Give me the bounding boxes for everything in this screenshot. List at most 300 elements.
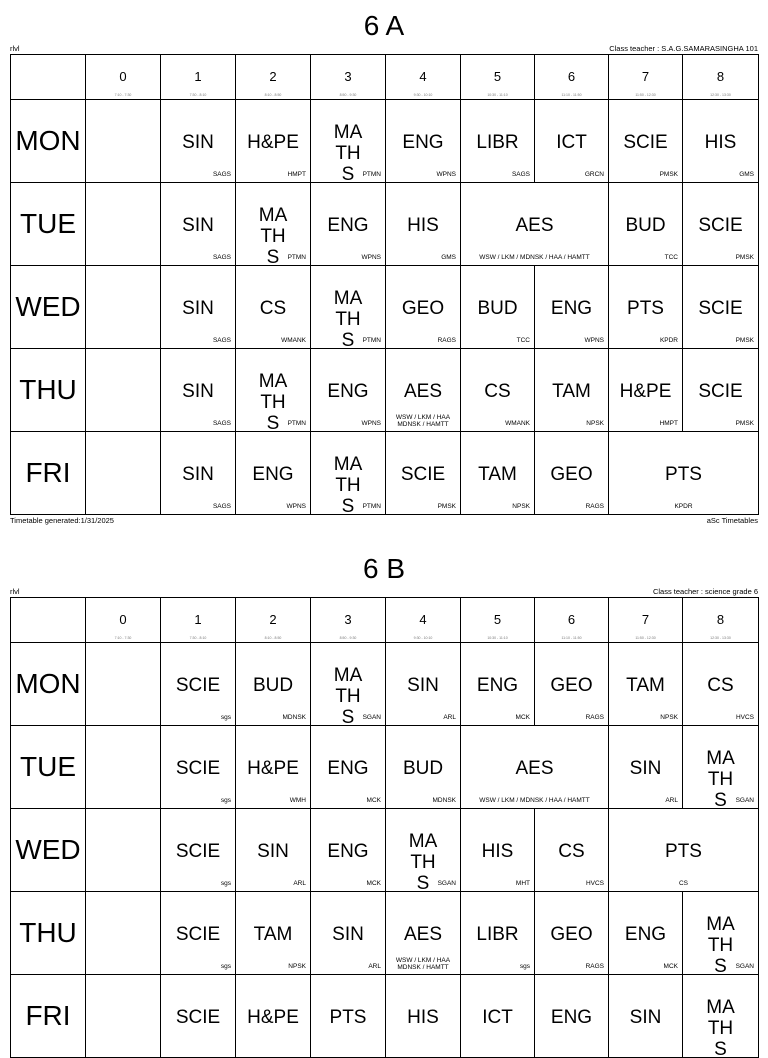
lesson-cell[interactable] <box>311 100 386 183</box>
day-cell <box>11 975 86 1058</box>
day-label: THU <box>19 374 77 405</box>
lesson-cell[interactable] <box>683 183 759 266</box>
day-row <box>11 432 759 515</box>
lesson-subject: MATHS <box>408 831 438 892</box>
lesson-subject: SIN <box>182 132 214 153</box>
day-label: MON <box>15 125 81 156</box>
day-cell <box>11 892 86 975</box>
lesson-teacher: WPNS <box>361 420 381 427</box>
lesson-cell[interactable] <box>161 892 236 975</box>
lesson-subject: MATHS <box>706 914 735 975</box>
lesson-subject: LIBR <box>476 132 519 153</box>
lesson-teacher: GMS <box>441 254 456 261</box>
lesson-cell[interactable] <box>161 432 236 515</box>
period-header-cell <box>236 55 311 100</box>
lesson-teacher: PMSK <box>735 420 754 427</box>
day-row <box>11 975 759 1058</box>
period-header-cell <box>683 598 759 643</box>
lesson-cell[interactable] <box>311 266 386 349</box>
lesson-cell[interactable] <box>609 809 759 892</box>
lesson-teacher: SGAN <box>735 797 754 804</box>
lesson-cell[interactable] <box>683 975 759 1058</box>
lesson-subject: SCIE <box>400 464 446 485</box>
lesson-subject: H&PE <box>247 132 299 153</box>
period-header-cell <box>535 55 609 100</box>
lesson-subject: HIS <box>481 841 514 862</box>
lesson-cell[interactable] <box>236 183 311 266</box>
period-number: 2 <box>269 612 277 627</box>
lesson-cell[interactable] <box>161 266 236 349</box>
lesson-subject: SIN <box>182 381 214 402</box>
lesson-cell[interactable] <box>86 100 161 183</box>
lesson-cell[interactable] <box>461 266 535 349</box>
period-time: 11:10 - 11:50 <box>561 636 582 640</box>
class-teacher: Class teacher : S.A.G.SAMARASINGHA 101 <box>609 44 758 53</box>
lesson-cell[interactable] <box>161 643 236 726</box>
lesson-teacher: NPSK <box>660 714 678 721</box>
lesson-subject: MATHS <box>706 997 735 1058</box>
day-row <box>11 100 759 183</box>
lesson-cell[interactable] <box>311 975 386 1058</box>
lesson-subject: AES <box>403 381 443 402</box>
lesson-cell[interactable] <box>386 349 461 432</box>
lesson-teacher: GRCN <box>584 171 604 178</box>
lesson-teacher: PTMN <box>362 337 381 344</box>
lesson-subject: MATHS <box>333 454 363 515</box>
lesson-teacher: NPSK <box>512 503 530 510</box>
period-header-cell <box>86 598 161 643</box>
lesson-teacher: MCK <box>515 714 530 721</box>
period-time: 8:10 - 8:50 <box>264 93 282 97</box>
lesson-teacher: SAGS <box>212 503 231 510</box>
lesson-teacher: MDNSK <box>282 714 306 721</box>
lesson-teacher: WSW / LKM / MDNSK / HAA / HAMTT <box>479 254 590 261</box>
period-number: 7 <box>641 612 650 627</box>
lesson-teacher: SAGS <box>212 420 231 427</box>
lesson-cell[interactable] <box>683 349 759 432</box>
lesson-cell[interactable] <box>161 809 236 892</box>
lesson-cell[interactable] <box>86 892 161 975</box>
lesson-subject: ENG <box>550 1007 593 1028</box>
lesson-cell[interactable] <box>161 726 236 809</box>
period-time: 12:30 - 13:30 <box>710 93 731 97</box>
lesson-teacher: SAGS <box>212 171 231 178</box>
lesson-teacher: MCK <box>366 797 381 804</box>
period-number: 7 <box>641 69 650 84</box>
lesson-cell[interactable] <box>386 183 461 266</box>
lesson-cell[interactable] <box>683 892 759 975</box>
lesson-cell[interactable] <box>461 100 535 183</box>
period-header-row <box>11 55 759 100</box>
lesson-cell[interactable] <box>386 892 461 975</box>
lesson-teacher: sgs <box>220 880 231 887</box>
day-row <box>11 892 759 975</box>
period-header-cell <box>609 598 683 643</box>
lesson-cell[interactable] <box>311 809 386 892</box>
lesson-cell[interactable] <box>609 266 683 349</box>
lesson-teacher: KPDR <box>674 503 693 510</box>
lesson-teacher: sgs <box>519 963 530 970</box>
lesson-subject: MATHS <box>258 371 288 432</box>
lesson-cell[interactable] <box>311 349 386 432</box>
lesson-subject: TAM <box>552 381 591 402</box>
lesson-teacher: HVCS <box>735 714 754 721</box>
period-header-cell <box>386 598 461 643</box>
day-row <box>11 726 759 809</box>
lesson-teacher: RAGS <box>437 337 456 344</box>
lesson-cell[interactable] <box>609 726 683 809</box>
lesson-cell[interactable] <box>683 100 759 183</box>
lesson-subject: SCIE <box>698 215 743 236</box>
lesson-teacher: PMSK <box>659 171 678 178</box>
lesson-cell[interactable] <box>683 726 759 809</box>
lesson-cell[interactable] <box>683 266 759 349</box>
lesson-teacher: WPNS <box>436 171 456 178</box>
lesson-subject: HIS <box>407 215 439 236</box>
lesson-teacher: TCC <box>516 337 530 344</box>
lesson-teacher: WSW / LKM / HAA MDNSK / HAMTT <box>395 957 451 971</box>
lesson-cell[interactable] <box>461 975 535 1058</box>
period-number: 5 <box>493 69 502 84</box>
lesson-subject: MATHS <box>706 748 735 809</box>
day-cell <box>11 643 86 726</box>
lesson-teacher: WSW / LKM / HAA MDNSK / HAMTT <box>395 414 451 428</box>
lesson-subject: LIBR <box>476 924 519 945</box>
day-label: TUE <box>20 208 76 239</box>
lesson-subject: TAM <box>478 464 517 485</box>
lesson-teacher: HVCS <box>585 880 604 887</box>
period-time: 7:10 - 7:30 <box>114 636 132 640</box>
period-number: 0 <box>119 612 127 627</box>
day-label: FRI <box>25 1000 71 1031</box>
day-row <box>11 643 759 726</box>
day-row <box>11 809 759 892</box>
lesson-subject: GEO <box>550 464 593 485</box>
lesson-subject: ENG <box>252 464 294 485</box>
lesson-cell[interactable] <box>236 100 311 183</box>
lesson-teacher: TCC <box>664 254 678 261</box>
period-header-cell <box>386 55 461 100</box>
corner-cell <box>11 55 86 100</box>
period-header-cell <box>86 55 161 100</box>
period-time: 9:30 - 10:10 <box>413 93 433 97</box>
lesson-subject: ICT <box>556 132 587 153</box>
lesson-subject: MATHS <box>333 288 363 349</box>
period-number: 3 <box>344 612 352 627</box>
lesson-subject: BUD <box>477 298 518 319</box>
lesson-teacher: SAGS <box>511 171 530 178</box>
day-label: WED <box>15 834 81 865</box>
lesson-cell[interactable] <box>461 183 609 266</box>
period-header-cell <box>236 598 311 643</box>
day-cell <box>11 432 86 515</box>
lesson-cell[interactable] <box>535 100 609 183</box>
lesson-cell[interactable] <box>161 349 236 432</box>
lesson-cell[interactable] <box>609 643 683 726</box>
class-teacher: Class teacher : science grade 6 <box>652 587 758 596</box>
lesson-cell[interactable] <box>86 975 161 1058</box>
lesson-cell[interactable] <box>161 183 236 266</box>
lesson-cell[interactable] <box>461 432 535 515</box>
period-time: 7:30 - 8:10 <box>189 636 207 640</box>
day-label: THU <box>19 917 77 948</box>
lesson-cell[interactable] <box>609 349 683 432</box>
period-time: 11:50 - 12:30 <box>635 636 656 640</box>
period-time: 11:50 - 12:30 <box>635 93 656 97</box>
lesson-cell[interactable] <box>386 432 461 515</box>
period-header-cell <box>461 598 535 643</box>
lesson-cell[interactable] <box>609 100 683 183</box>
lesson-subject: HIS <box>407 1007 439 1028</box>
day-cell <box>11 266 86 349</box>
lesson-teacher: ARL <box>443 714 456 721</box>
lesson-cell[interactable] <box>386 643 461 726</box>
lesson-subject: H&PE <box>247 758 299 779</box>
lesson-subject: SIN <box>182 215 214 236</box>
lesson-cell[interactable] <box>86 643 161 726</box>
lesson-teacher: NPSK <box>288 963 306 970</box>
lesson-cell[interactable] <box>311 183 386 266</box>
lesson-cell[interactable] <box>461 643 535 726</box>
lesson-cell[interactable] <box>386 975 461 1058</box>
lesson-teacher: RAGS <box>585 503 604 510</box>
period-number: 1 <box>194 612 202 627</box>
period-time: 11:10 - 11:50 <box>561 93 582 97</box>
period-number: 8 <box>716 612 725 627</box>
lesson-cell[interactable] <box>609 892 683 975</box>
lesson-cell[interactable] <box>86 349 161 432</box>
lesson-teacher: sgs <box>220 963 231 970</box>
lesson-cell[interactable] <box>535 266 609 349</box>
lesson-subject: MATHS <box>258 205 288 266</box>
day-cell <box>11 183 86 266</box>
day-label: FRI <box>25 457 71 488</box>
lesson-cell[interactable] <box>86 266 161 349</box>
day-cell <box>11 809 86 892</box>
lesson-cell[interactable] <box>609 183 683 266</box>
lesson-teacher: WPNS <box>584 337 604 344</box>
lesson-subject: BUD <box>402 758 444 779</box>
period-number: 6 <box>567 612 576 627</box>
lesson-subject: GEO <box>550 675 593 696</box>
lesson-cell[interactable] <box>535 643 609 726</box>
lesson-subject: SIN <box>629 758 662 779</box>
lesson-subject: PTS <box>665 841 702 862</box>
lesson-subject: ENG <box>402 132 444 153</box>
lesson-cell[interactable] <box>461 809 535 892</box>
period-header-cell <box>311 55 386 100</box>
lesson-cell[interactable] <box>311 726 386 809</box>
lesson-cell[interactable] <box>683 643 759 726</box>
lesson-teacher: WMH <box>289 797 306 804</box>
lesson-subject: PTS <box>665 464 702 485</box>
lesson-subject: BUD <box>252 675 294 696</box>
lesson-subject: ENG <box>327 841 369 862</box>
lesson-cell[interactable] <box>535 432 609 515</box>
generator-name: aSc Timetables <box>706 516 758 525</box>
lesson-teacher: MCK <box>366 880 381 887</box>
lesson-subject: SCIE <box>698 298 743 319</box>
period-number: 3 <box>344 69 352 84</box>
left-label: rlvl <box>10 44 20 53</box>
day-label: WED <box>15 291 81 322</box>
lesson-cell[interactable] <box>311 892 386 975</box>
lesson-teacher: SGAN <box>437 880 456 887</box>
lesson-cell[interactable] <box>609 975 683 1058</box>
period-number: 4 <box>419 69 427 84</box>
lesson-subject: ICT <box>482 1007 513 1028</box>
period-time: 7:10 - 7:30 <box>114 93 132 97</box>
lesson-subject: ENG <box>327 215 369 236</box>
lesson-subject: AES <box>515 215 554 236</box>
lesson-teacher: NPSK <box>586 420 604 427</box>
lesson-subject: ENG <box>327 758 369 779</box>
lesson-subject: SCIE <box>175 841 221 862</box>
lesson-subject: SCIE <box>175 675 221 696</box>
period-header-cell <box>461 55 535 100</box>
lesson-cell[interactable] <box>236 432 311 515</box>
period-time: 7:30 - 8:10 <box>189 93 207 97</box>
lesson-subject: SIN <box>332 924 364 945</box>
lesson-cell[interactable] <box>386 809 461 892</box>
period-header-cell <box>311 598 386 643</box>
timetable-6b <box>10 543 758 1058</box>
lesson-teacher: WMANK <box>281 337 306 344</box>
lesson-cell[interactable] <box>86 726 161 809</box>
lesson-cell[interactable] <box>461 726 609 809</box>
lesson-subject: SCIE <box>698 381 743 402</box>
lesson-subject: HIS <box>704 132 737 153</box>
lesson-subject: ENG <box>476 675 519 696</box>
period-header-cell <box>609 55 683 100</box>
lesson-subject: H&PE <box>247 1007 299 1028</box>
lesson-subject: MATHS <box>333 665 363 726</box>
day-label: TUE <box>20 751 76 782</box>
lesson-cell[interactable] <box>461 892 535 975</box>
lesson-teacher: HMPT <box>659 420 678 427</box>
lesson-cell[interactable] <box>386 726 461 809</box>
period-number: 4 <box>419 612 427 627</box>
lesson-subject: CS <box>484 381 511 402</box>
lesson-subject: SIN <box>257 841 289 862</box>
period-header-cell <box>535 598 609 643</box>
lesson-cell[interactable] <box>236 975 311 1058</box>
lesson-subject: SIN <box>182 298 214 319</box>
lesson-teacher: GMS <box>739 171 754 178</box>
lesson-subject: CS <box>707 675 734 696</box>
lesson-cell[interactable] <box>386 266 461 349</box>
lesson-cell[interactable] <box>236 349 311 432</box>
lesson-subject: PTS <box>329 1007 367 1028</box>
period-time: 8:10 - 8:50 <box>264 636 282 640</box>
lesson-cell[interactable] <box>236 643 311 726</box>
lesson-teacher: SGAN <box>362 714 381 721</box>
lesson-subject: TAM <box>626 675 665 696</box>
lesson-teacher: PTMN <box>287 254 306 261</box>
corner-cell <box>11 598 86 643</box>
lesson-subject: SCIE <box>175 1007 221 1028</box>
lesson-teacher: MDNSK <box>432 797 456 804</box>
lesson-subject: SIN <box>182 464 214 485</box>
lesson-subject: AES <box>515 758 554 779</box>
day-row <box>11 266 759 349</box>
period-time: 8:50 - 9:30 <box>339 93 357 97</box>
lesson-teacher: sgs <box>220 797 231 804</box>
timetable-6a <box>10 0 758 530</box>
lesson-teacher: PMSK <box>437 503 456 510</box>
lesson-cell[interactable] <box>236 266 311 349</box>
lesson-subject: PTS <box>627 298 664 319</box>
day-cell <box>11 100 86 183</box>
lesson-cell[interactable] <box>236 809 311 892</box>
period-header-cell <box>683 55 759 100</box>
lesson-teacher: SAGS <box>212 254 231 261</box>
timetable-title: 6 B <box>362 553 406 584</box>
day-cell <box>11 349 86 432</box>
lesson-teacher: PTMN <box>362 171 381 178</box>
lesson-teacher: CS <box>678 880 689 887</box>
period-number: 0 <box>119 69 127 84</box>
lesson-cell[interactable] <box>311 643 386 726</box>
period-time: 10:30 - 11:10 <box>487 93 508 97</box>
lesson-cell[interactable] <box>535 975 609 1058</box>
lesson-cell[interactable] <box>236 892 311 975</box>
lesson-teacher: RAGS <box>585 714 604 721</box>
lesson-teacher: RAGS <box>585 963 604 970</box>
lesson-teacher: ARL <box>665 797 678 804</box>
lesson-cell[interactable] <box>535 349 609 432</box>
lesson-teacher: WPNS <box>286 503 306 510</box>
lesson-cell[interactable] <box>86 809 161 892</box>
lesson-subject: BUD <box>625 215 666 236</box>
lesson-cell[interactable] <box>86 183 161 266</box>
period-header-row <box>11 598 759 643</box>
lesson-teacher: PMSK <box>735 337 754 344</box>
period-number: 1 <box>194 69 202 84</box>
period-number: 6 <box>567 69 576 84</box>
lesson-subject: SIN <box>629 1007 662 1028</box>
lesson-subject: MATHS <box>333 122 363 183</box>
lesson-subject: SCIE <box>623 132 668 153</box>
lesson-subject: CS <box>259 298 287 319</box>
period-number: 5 <box>493 612 502 627</box>
lesson-cell[interactable] <box>461 349 535 432</box>
lesson-teacher: SGAN <box>735 963 754 970</box>
lesson-teacher: SAGS <box>212 337 231 344</box>
lesson-cell[interactable] <box>535 892 609 975</box>
lesson-subject: SCIE <box>175 758 221 779</box>
period-time: 10:30 - 11:10 <box>487 636 508 640</box>
day-row <box>11 183 759 266</box>
lesson-cell[interactable] <box>311 432 386 515</box>
lesson-cell[interactable] <box>161 100 236 183</box>
lesson-cell[interactable] <box>161 975 236 1058</box>
lesson-cell[interactable] <box>236 726 311 809</box>
timetable-grid <box>10 54 759 515</box>
lesson-teacher: HMPT <box>287 171 306 178</box>
period-header-cell <box>161 55 236 100</box>
lesson-subject: GEO <box>401 298 445 319</box>
period-time: 9:30 - 10:10 <box>413 636 433 640</box>
lesson-cell[interactable] <box>386 100 461 183</box>
lesson-cell[interactable] <box>609 432 759 515</box>
lesson-cell[interactable] <box>86 432 161 515</box>
timetable-title: 6 A <box>363 10 405 41</box>
day-label: MON <box>15 668 81 699</box>
lesson-cell[interactable] <box>535 809 609 892</box>
lesson-teacher: PMSK <box>735 254 754 261</box>
lesson-teacher: PTMN <box>362 503 381 510</box>
